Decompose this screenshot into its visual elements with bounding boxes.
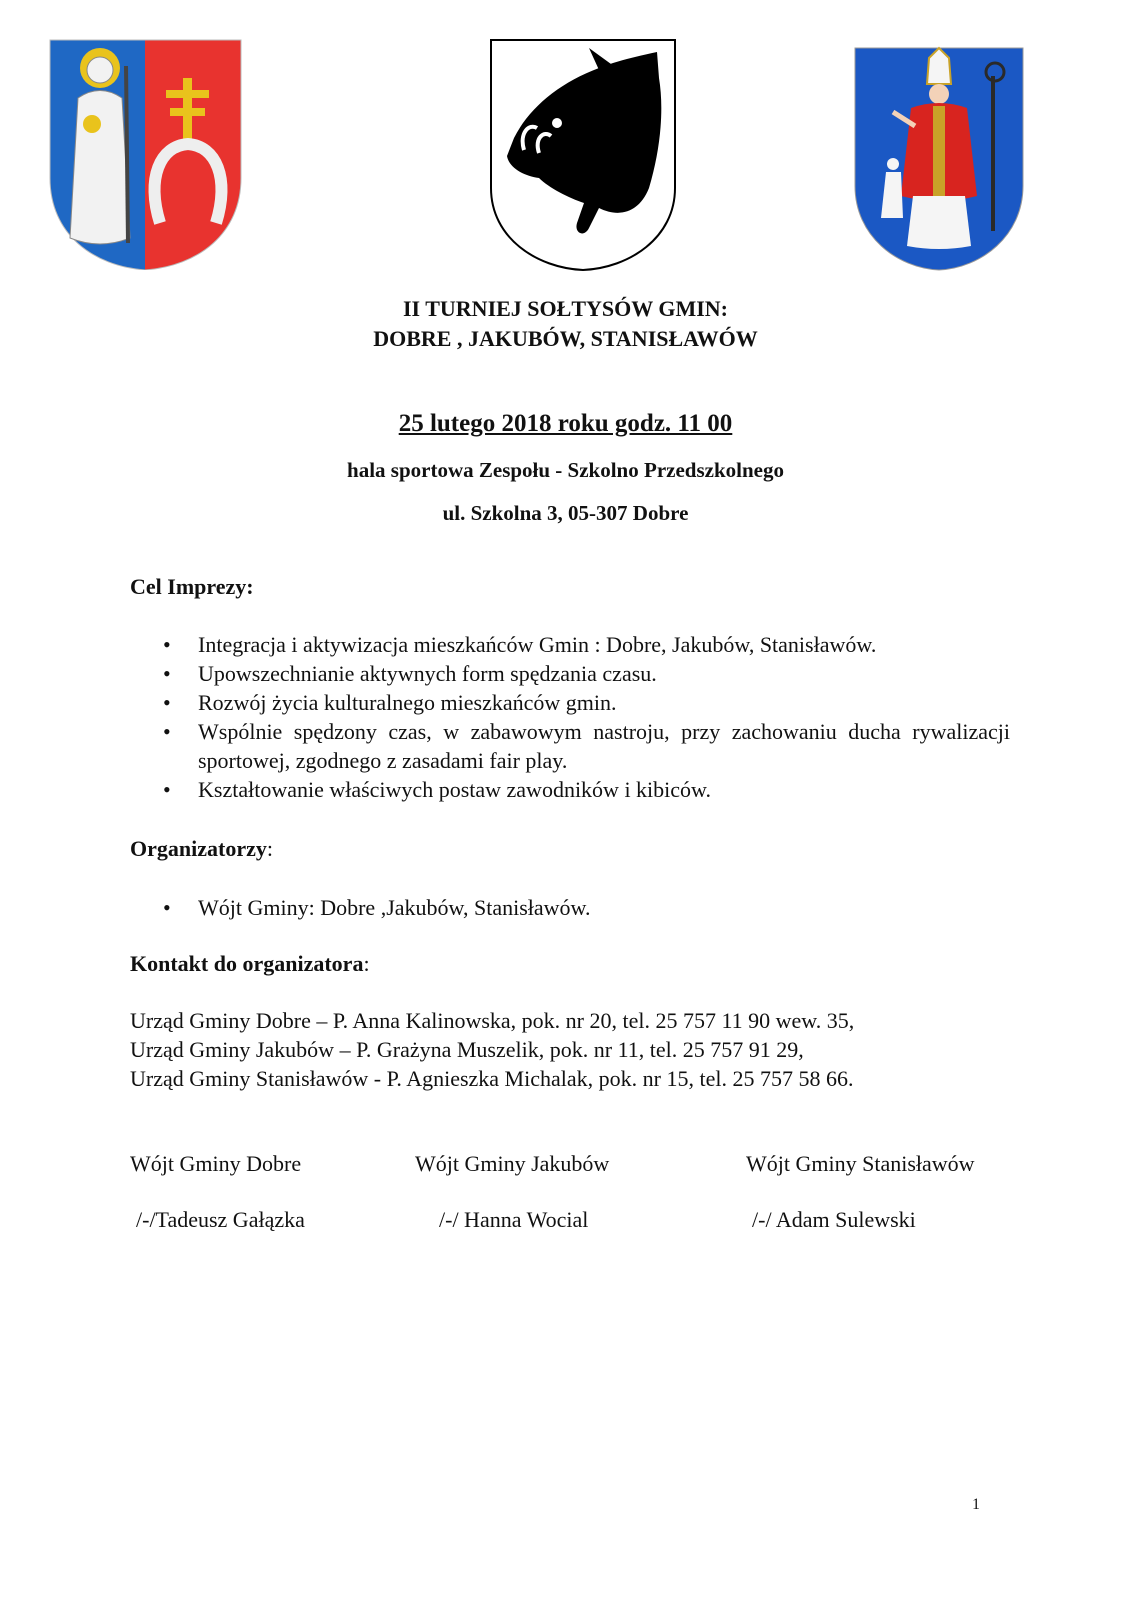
stanislawow-coat-of-arms-bishop-icon <box>853 46 1025 272</box>
page-title <box>0 294 1131 354</box>
contact-line-stanislawow: Urząd Gminy Stanisławów - P. Agnieszka Michalak, pok. nr 15, tel. 25 757 58 66. <box>130 1066 854 1091</box>
contact-heading: Kontakt do organizatora: <box>130 951 370 976</box>
title-line-2: DOBRE , JAKUBÓW, STANISŁAWÓW <box>373 326 758 351</box>
page-number: 1 <box>972 1496 980 1513</box>
event-venue: hala sportowa Zespołu - Szkolno Przedszkolnego <box>347 458 784 482</box>
goals-heading: Cel Imprezy: <box>130 574 254 599</box>
organizers-list <box>130 893 1010 922</box>
goals-list <box>130 630 1010 804</box>
contact-lines <box>130 1006 854 1093</box>
list-item: • Wójt Gminy: Dobre ,Jakubów, Stanisławów. <box>163 895 591 920</box>
signature-name-stanislawow: /-/ Adam Sulewski <box>752 1207 916 1232</box>
dobre-coat-of-arms-icon <box>48 38 243 270</box>
contact-line-jakubow: Urząd Gminy Jakubów – P. Grażyna Muszelik, pok. nr 11, tel. 25 757 91 29, <box>130 1037 804 1062</box>
title-line-1: II TURNIEJ SOŁTYSÓW GMIN: <box>403 296 728 321</box>
signature-name-dobre: /-/Tadeusz Gałązka <box>136 1207 305 1232</box>
signature-title-jakubow: Wójt Gminy Jakubów <box>415 1151 610 1176</box>
list-item: • Integracja i aktywizacja mieszkańców Gmin : Dobre, Jakubów, Stanisławów. <box>163 632 877 657</box>
organizers-heading: Organizatorzy: <box>130 836 273 861</box>
event-address: ul. Szkolna 3, 05-307 Dobre <box>442 501 689 525</box>
list-item: • Kształtowanie właściwych postaw zawodników i kibiców. <box>163 777 712 802</box>
signature-title-stanislawow: Wójt Gminy Stanisławów <box>746 1151 975 1176</box>
list-item: • Upowszechnianie aktywnych form spędzania czasu. <box>163 661 657 686</box>
event-date: 25 lutego 2018 roku godz. 11 00 <box>398 410 733 437</box>
signature-name-jakubow: /-/ Hanna Wocial <box>439 1207 589 1232</box>
list-item: • Wspólnie spędzony czas, w zabawowym nastroju, przy zachowaniu ducha rywalizacji sportowej, zgodnego z zasadami fair play. <box>163 719 1010 773</box>
list-item: • Rozwój życia kulturalnego mieszkańców gmin. <box>163 690 617 715</box>
signature-title-dobre: Wójt Gminy Dobre <box>130 1151 302 1176</box>
jakubow-coat-of-arms-boar-icon <box>489 38 677 272</box>
contact-line-dobre: Urząd Gminy Dobre – P. Anna Kalinowska, pok. nr 20, tel. 25 757 11 90 wew. 35, <box>130 1008 855 1033</box>
